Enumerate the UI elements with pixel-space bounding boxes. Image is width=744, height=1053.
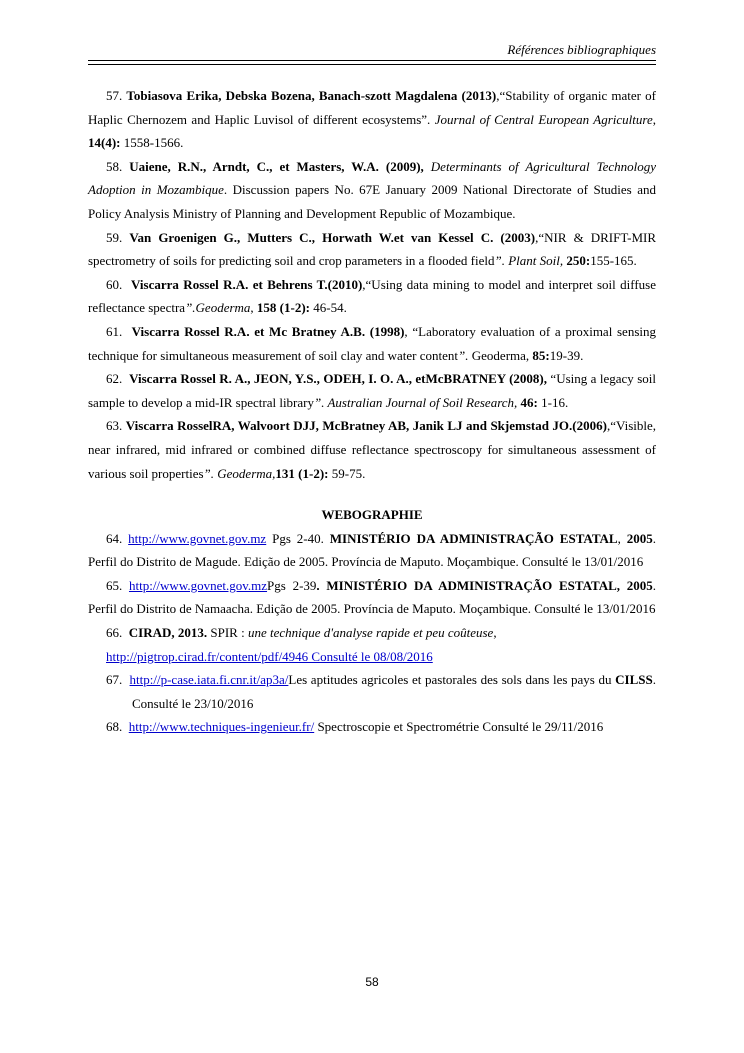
webographie-heading: WEBOGRAPHIE [321,507,423,523]
webographie-item-64: 64. http://www.govnet.gov.mz Pgs 2-40. MINISTÉRIO DA ADMINISTRAÇÃO ESTATAL, 2005. Perfil do Distrito de Magude. Edição de 2005. Província de Maputo. Moçambique. Consulté le 13/01/2016 [88,530,657,570]
reference-authors: Tobiasova Erika, Debska Bozena, Banach-szott Magdalena (2013) [126,88,497,103]
org-name: CIRAD, 2013. [128,625,208,641]
reference-pages: 155-165. [590,253,637,269]
reference-61: 61. Viscarra Rossel R.A. et Mc Bratney A.B. (1998), “Laboratory evaluation of a proximal sensing technique for simultaneous measurement of soil clay and water content”. Geoderma, 85:19-39. [88,323,657,363]
reference-journal: ”. Australian Journal of Soil Research, [313,394,518,410]
reference-60: 60. Viscarra Rossel R.A. et Behrens T.(2010),“Using data mining to model and interpret soil diffuse reflectance spectra”.Geoderma, 158 (1-2): 46-54. [88,276,657,316]
reference-title: ,“NIR & DRIFT-MIR spectrometry of soils for predicting soil and crop parameters in a flooded field [88,229,656,269]
page-number: 58 [365,975,379,989]
reference-authors: Viscarra Rossel R. A., JEON, Y.S., ODEH, I. O. A., etMcBRATNEY (2008), [129,371,547,387]
reference-volume: 46: [517,394,538,410]
reference-58: 58. Uaiene, R.N., Arndt, C., et Masters, W.A. (2009), Determinants of Agricultural Technology Adoption in Mozambique. Discussion papers No. 67E January 2009 National Directorate of Studies and Policy Analysis Ministry of Planning and Development Republic of Mozambique. [88,158,657,221]
reference-pages: 1-16. [537,394,569,410]
reference-details: . Discussion papers No. 67E January 2009 National Directorate of Studies and Policy Analysis Ministry of Planning and Development Republic of Mozambique. [88,182,656,221]
reference-volume: 14(4): [88,135,121,151]
org-name: . MINISTÉRIO DA ADMINISTRAÇÃO ESTATAL, 2005 [316,577,653,593]
reference-title: ,“Using data mining to model and interpret soil diffuse reflectance spectra [88,276,657,316]
webographie-item-66: 66. CIRAD, 2013. SPIR : une technique d'analyse rapide et peu coûteuse, http://pigtrop.cirad.fr/content/pdf/4946 Consulté le 08/08/2016 [106,625,497,664]
reference-authors: Viscarra Rossel R.A. et Behrens T.(2010) [131,276,363,292]
reference-63: 63. Viscarra RosselRA, Walvoort DJJ, McBratney AB, Janik LJ and Skjemstad JO.(2006),“Visible, near infrared, mid infrared or combined diffuse reflectance spectroscopy for simultaneous assessment of various soil properties”. Geoderma,131 (1-2): 59-75. [88,418,656,481]
reference-title: “Using a legacy soil sample to develop a mid-IR spectral library [88,371,656,410]
reference-pages: 46-54. [310,300,347,316]
reference-pages: 1558-1566. [120,135,184,151]
reference-62: 62. Viscarra Rossel R. A., JEON, Y.S., ODEH, I. O. A., etMcBRATNEY (2008), “Using a legacy soil sample to develop a mid-IR spectral library”. Australian Journal of Soil Research, 46: 1-16. [88,371,656,410]
reference-journal: Geoderma, [468,347,533,363]
reference-volume: 250: [566,253,591,269]
reference-authors: Viscarra RosselRA, Walvoort DJJ, McBratney AB, Janik LJ and Skjemstad JO.(2006) [125,418,607,434]
reference-authors: Van Groenigen G., Mutters C., Horwath W.et van Kessel C. (2003) [129,229,536,245]
govnet-link[interactable]: http://www.govnet.gov.mz [128,577,268,593]
reference-journal: Journal of Central European Agriculture [434,111,653,127]
cirad-link[interactable]: http://pigtrop.cirad.fr/content/pdf/4946 Consulté le 08/08/2016 [106,648,433,664]
reference-list [88,84,656,739]
reference-authors: Viscarra Rossel R.A. et Mc Bratney A.B. (1998) [131,323,405,339]
reference-title: ,“Visible, near infrared, mid infrared or combined diffuse reflectance spectroscopy for simultaneous assessment of various soil properties [88,418,656,481]
reference-journal: Plant Soil, [508,253,564,269]
reference-title: Determinants of Agricultural Technology Adoption in Mozambique [88,158,657,198]
webographie-item-65: 65. http://www.govnet.gov.mzPgs 2-39. MINISTÉRIO DA ADMINISTRAÇÃO ESTATAL, 2005. Perfil do Distrito de Namaacha. Edição de 2005. Província de Maputo. Moçambique. Consulté le 13/01/2016 [88,577,656,617]
techniques-ingenieur-link[interactable]: http://www.techniques-ingenieur.fr/ [128,719,315,735]
org-name: MINISTÉRIO DA ADMINISTRAÇÃO ESTATAL [329,530,618,546]
govnet-link[interactable]: http://www.govnet.gov.mz [128,530,267,546]
pcase-link[interactable]: http://p-case.iata.fi.cnr.it/ap3a/ [129,672,289,688]
reference-volume: 158 (1-2): [256,300,310,316]
header-rule [88,60,656,65]
reference-pages: 19-39. [549,347,584,363]
reference-journal: ”.Geoderma [185,300,251,316]
reference-pages: 59-75. [328,465,366,481]
reference-authors: Uaiene, R.N., Arndt, C., et Masters, W.A. (2009), [129,158,424,174]
reference-volume: 85: [532,347,550,363]
reference-57: 57. Tobiasova Erika, Debska Bozena, Banach-szott Magdalena (2013),“Stability of organic mater of Haplic Chernozem and Haplic Luvisol of different ecosystems”. Journal of Central European Agriculture, 14(4): 1558-1566. [88,88,657,151]
webographie-item-67: 67. http://p-case.iata.fi.cnr.it/ap3a/Les aptitudes agricoles et pastorales des sols dans les pays du CILSS. Consulté le 23/10/2016 [106,672,656,711]
reference-journal: ”. Geoderma, [203,465,276,481]
reference-title: , “Laboratory evaluation of a proximal sensing technique for simultaneous measurement of soil clay and water content [88,323,657,363]
webographie-item-68: 68. http://www.techniques-ingenieur.fr/ Spectroscopie et Spectrométrie Consulté le 29/11/2016 [106,719,604,735]
running-header: Références bibliographiques [507,42,656,57]
reference-59: 59. Van Groenigen G., Mutters C., Horwath W.et van Kessel C. (2003),“NIR & DRIFT-MIR spectrometry of soils for predicting soil and crop parameters in a flooded field”. Plant Soil, 250:155-165. [88,229,656,269]
reference-volume: 131 (1-2): [275,465,329,481]
reference-title: ,“Stability of organic mater of Haplic Chernozem and Haplic Luvisol of different ecosystems”. [88,88,656,127]
